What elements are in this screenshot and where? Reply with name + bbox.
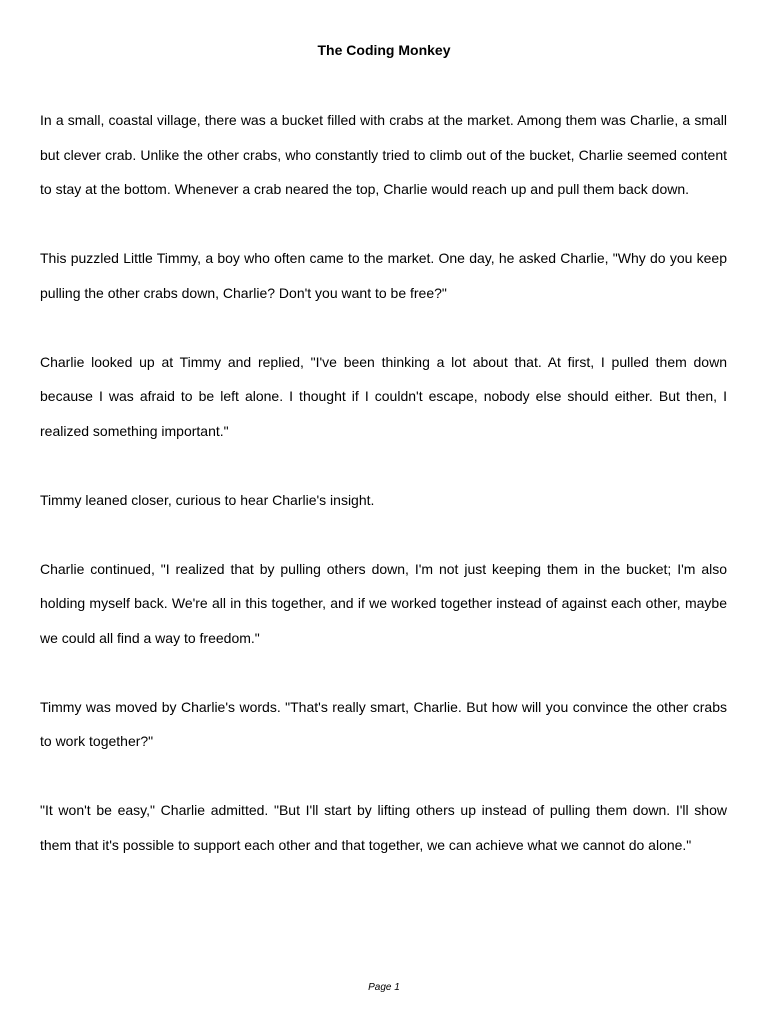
paragraph-7: "It won't be easy," Charlie admitted. "But I'll start by lifting others up instead of pulling them down. I'll show them that it's possible to support each other and that together, we can achieve what we cannot do alone." xyxy=(40,802,727,853)
paragraph-2: This puzzled Little Timmy, a boy who often came to the market. One day, he asked Charlie, "Why do you keep pulling the other crabs down, Charlie? Don't you want to be free?" xyxy=(40,250,727,301)
paragraph-4: Timmy leaned closer, curious to hear Charlie's insight. xyxy=(40,491,375,508)
paragraph-6: Timmy was moved by Charlie's words. "That's really smart, Charlie. But how will you convince the other crabs to work together?" xyxy=(40,698,727,749)
page-number-footer: Page 1 xyxy=(368,982,400,993)
paragraph-3: Charlie looked up at Timmy and replied, "I've been thinking a lot about that. At first, I pulled them down because I was afraid to be left alone. I thought if I couldn't escape, nobody else should either. But then, I realized something important." xyxy=(40,353,727,439)
document-body xyxy=(40,103,727,897)
document-title: The Coding Monkey xyxy=(317,42,451,58)
paragraph-5: Charlie continued, "I realized that by pulling others down, I'm not just keeping them in the bucket; I'm also holding myself back. We're all in this together, and if we worked together instead of against each other, maybe we could all find a way to freedom." xyxy=(40,560,727,646)
paragraph-1: In a small, coastal village, there was a bucket filled with crabs at the market. Among them was Charlie, a small but clever crab. Unlike the other crabs, who constantly tried to climb out of the bucket, Charlie seemed content to stay at the bottom. Whenever a crab neared the top, Charlie would reach up and pull them back down. xyxy=(40,112,727,197)
